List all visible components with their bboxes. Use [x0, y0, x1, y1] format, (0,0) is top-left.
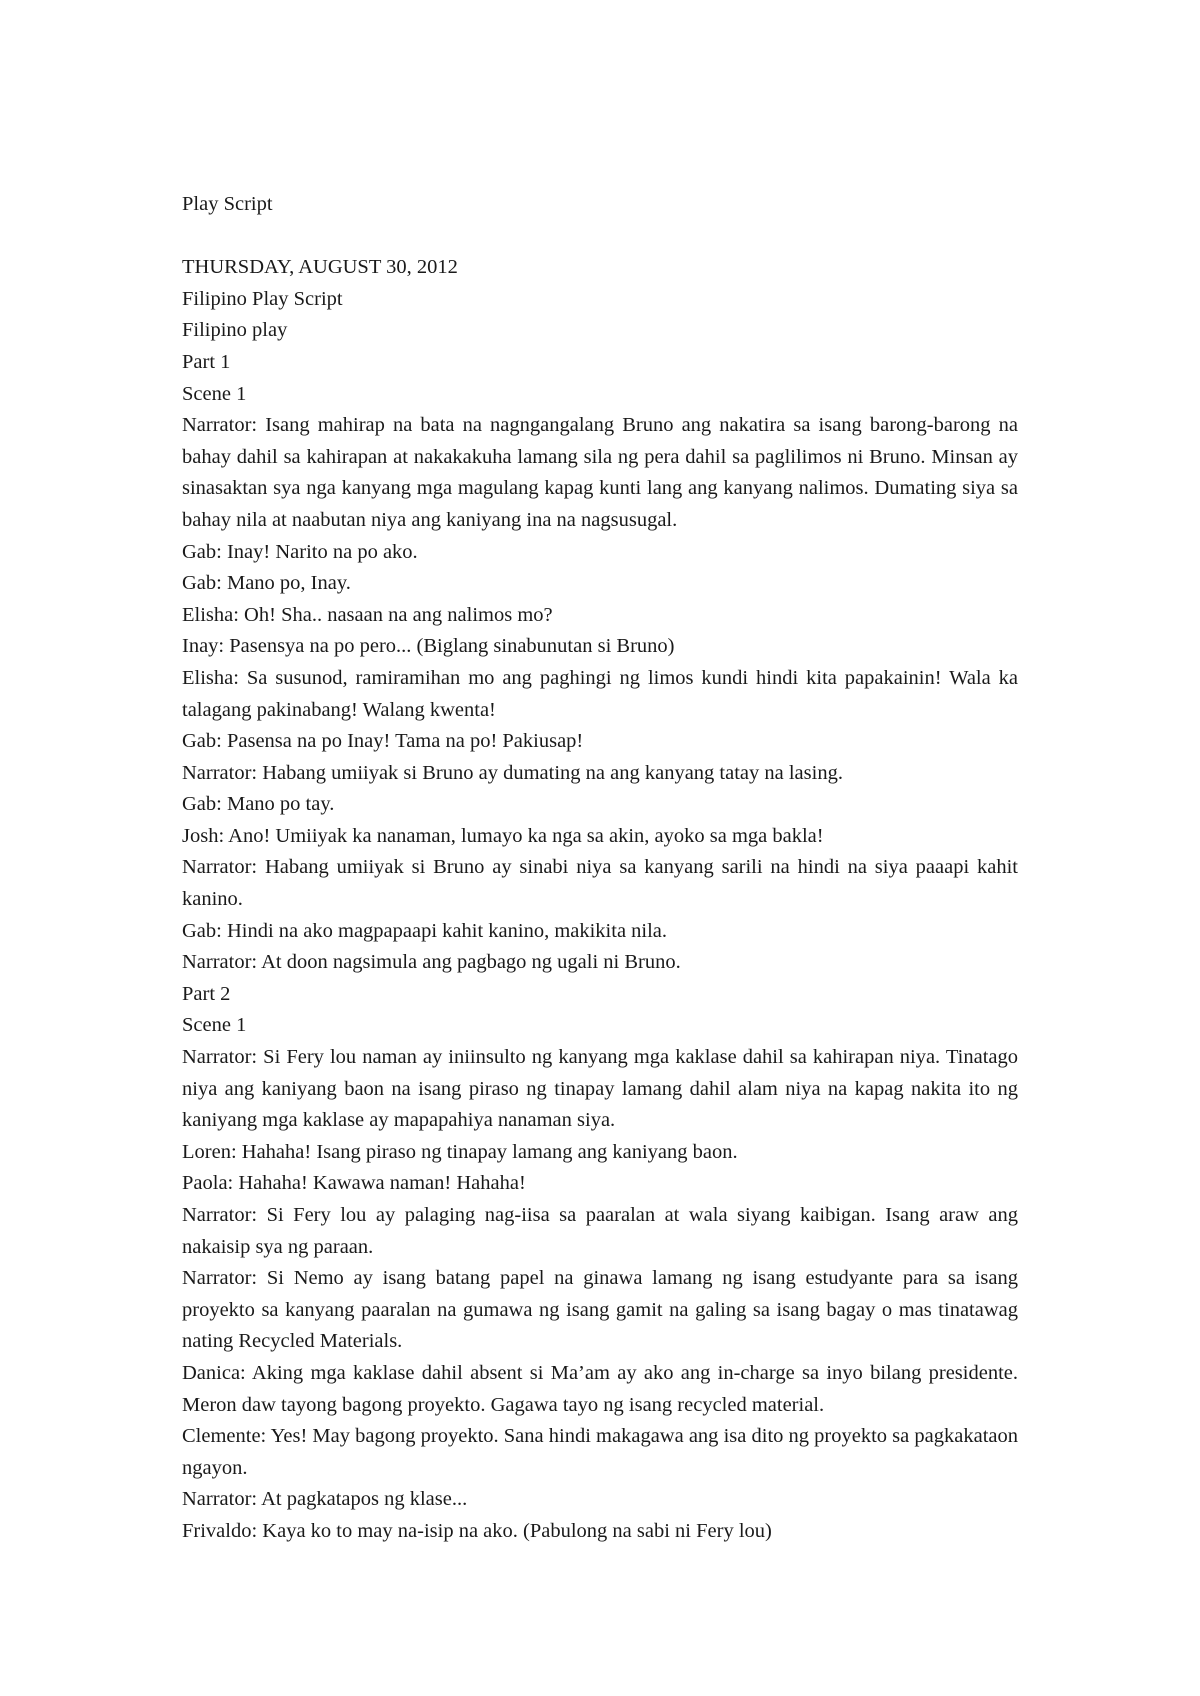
- script-line: Narrator: Si Fery lou naman ay iniinsulto ng kanyang mga kaklase dahil sa kahirapan niya. Tinatago niya ang kaniyang baon na isang piraso ng tinapay lamang dahil alam niya na kapag nakita ito ng kaniyang mga kaklase ay mapapahiya nanaman siya.: [182, 1046, 1018, 1132]
- post-date: THURSDAY, AUGUST 30, 2012: [182, 256, 458, 279]
- document-body: [182, 189, 1018, 1548]
- script-line: Gab: Hindi na ako magpapaapi kahit kanino, makikita nila.: [182, 919, 668, 942]
- script-line: Narrator: Habang umiiyak si Bruno ay dumating na ang kanyang tatay na lasing.: [182, 761, 843, 784]
- script-line: Part 2: [182, 982, 231, 1005]
- script-line: Scene 1: [182, 1014, 247, 1037]
- script-line: Paola: Hahaha! Kawawa naman! Hahaha!: [182, 1172, 526, 1195]
- script-line: Loren: Hahaha! Isang piraso ng tinapay lamang ang kaniyang baon.: [182, 1140, 738, 1163]
- post-subheading: Filipino play: [182, 319, 288, 342]
- document-title: Play Script: [182, 193, 273, 215]
- script-line: Gab: Inay! Narito na po ako.: [182, 540, 418, 563]
- script-line: Narrator: Habang umiiyak si Bruno ay sinabi niya sa kanyang sarili na hindi na siya paaapi kahit kanino.: [182, 856, 1018, 911]
- script-line: Elisha: Sa susunod, ramiramihan mo ang paghingi ng limos kundi hindi kita papakainin! Wala ka talagang pakinabang! Walang kwenta!: [182, 666, 1018, 721]
- post-heading: Filipino Play Script: [182, 287, 343, 310]
- script-line: Narrator: At pagkatapos ng klase...: [182, 1488, 468, 1511]
- script-line: Scene 1: [182, 382, 247, 405]
- script-line: Part 1: [182, 350, 231, 373]
- script-line: Narrator: At doon nagsimula ang pagbago ng ugali ni Bruno.: [182, 951, 681, 974]
- script-line: Narrator: Si Nemo ay isang batang papel na ginawa lamang ng isang estudyante para sa isang proyekto sa kanyang paaralan na gumawa ng isang gamit na galing sa isang bagay o mas tinatawag nating Recycled Materials.: [182, 1267, 1018, 1353]
- script-line: Gab: Pasensa na po Inay! Tama na po! Pakiusap!: [182, 730, 584, 753]
- script-line: Narrator: Si Fery lou ay palaging nag-iisa sa paaralan at wala siyang kaibigan. Isang araw ang nakaisip sya ng paraan.: [182, 1204, 1018, 1258]
- script-line: Gab: Mano po, Inay.: [182, 572, 351, 595]
- script-line: Gab: Mano po tay.: [182, 793, 335, 816]
- script-line: Inay: Pasensya na po pero... (Biglang sinabunutan si Bruno): [182, 635, 675, 658]
- script-line: Josh: Ano! Umiiyak ka nanaman, lumayo ka nga sa akin, ayoko sa mga bakla!: [182, 824, 824, 847]
- script-line: Clemente: Yes! May bagong proyekto. Sana hindi makagawa ang isa dito ng proyekto sa pagkakataon ngayon.: [182, 1425, 1018, 1479]
- script-line: Danica: Aking mga kaklase dahil absent si Ma’am ay ako ang in-charge sa inyo bilang presidente. Meron daw tayong bagong proyekto. Gagawa tayo ng isang recycled material.: [182, 1361, 1018, 1416]
- script-line: Narrator: Isang mahirap na bata na nagngangalang Bruno ang nakatira sa isang barong-barong na bahay dahil sa kahirapan at nakakakuha lamang sila ng pera dahil sa paglilimos ni Bruno. Minsan ay sinasaktan sya nga kanyang mga magulang kapag kunti lang ang kanyang nalimos. Dumating siya sa bahay nila at naabutan niya ang kaniyang ina na nagsusugal.: [182, 414, 1018, 531]
- script-line: Frivaldo: Kaya ko to may na-isip na ako. (Pabulong na sabi ni Fery lou): [182, 1519, 772, 1542]
- script-line: Elisha: Oh! Sha.. nasaan na ang nalimos mo?: [182, 603, 553, 626]
